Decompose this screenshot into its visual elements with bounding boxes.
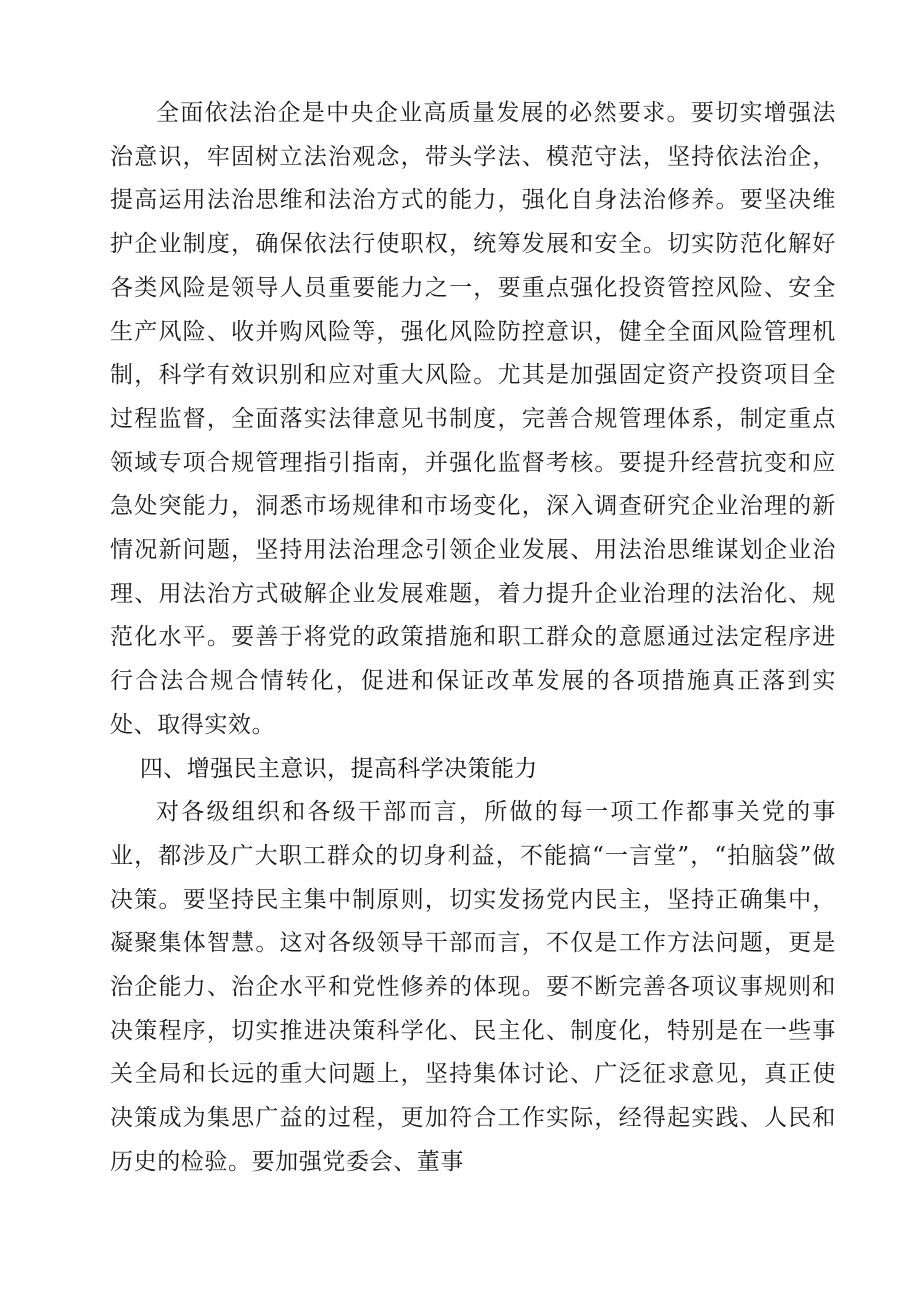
body-paragraph: 对各级组织和各级干部而言，所做的每一项工作都事关党的事业，都涉及广大职工群众的切身利益，不能搞“一言堂”，“拍脑袋”做决策。要坚持民主集中制原则，切实发扬党内民主，坚持正确集中，凝聚集体智慧。这对各级领导干部而言，不仅是工作方法问题，更是治企能力、治企水平和党性修养的体现。要不断完善各项议事规则和决策程序，切实推进决策科学化、民主化、制度化，特别是在一些事关全局和长远的重大问题上，坚持集体讨论、广泛征求意见，真正使决策成为集思广益的过程，更加符合工作实际，经得起实践、人民和历史的检验。要加强党委会、董事 [110, 799, 836, 1175]
body-paragraph: 全面依法治企是中央企业高质量发展的必然要求。要切实增强法治意识，牢固树立法治观念，带头学法、模范守法，坚持依法治企，提高运用法治思维和法治方式的能力，强化自身法治修养。要坚决维护企业制度，确保依法行使职权，统筹发展和安全。切实防范化解好各类风险是领导人员重要能力之一，要重点强化投资管控风险、安全生产风险、收并购风险等，强化风险防控意识，健全全面风险管理机制，科学有效识别和应对重大风险。尤其是加强固定资产投资项目全过程监督，全面落实法律意见书制度，完善合规管理体系，制定重点领域专项合规管理指引指南，并强化监督考核。要提升经营抗变和应急处突能力，洞悉市场规律和市场变化，深入调查研究企业治理的新情况新问题，坚持用法治理念引领企业发展、用法治思维谋划企业治理、用法治方式破解企业发展难题，着力提升企业治理的法治化、规范化水平。要善于将党的政策措施和职工群众的意愿通过法定程序进行合法合规合情转化，促进和保证改革发展的各项措施真正落到实处、取得实效。 [110, 100, 836, 738]
section-heading: 四、增强民主意识，提高科学决策能力 [139, 755, 538, 782]
document-body [110, 92, 836, 1185]
